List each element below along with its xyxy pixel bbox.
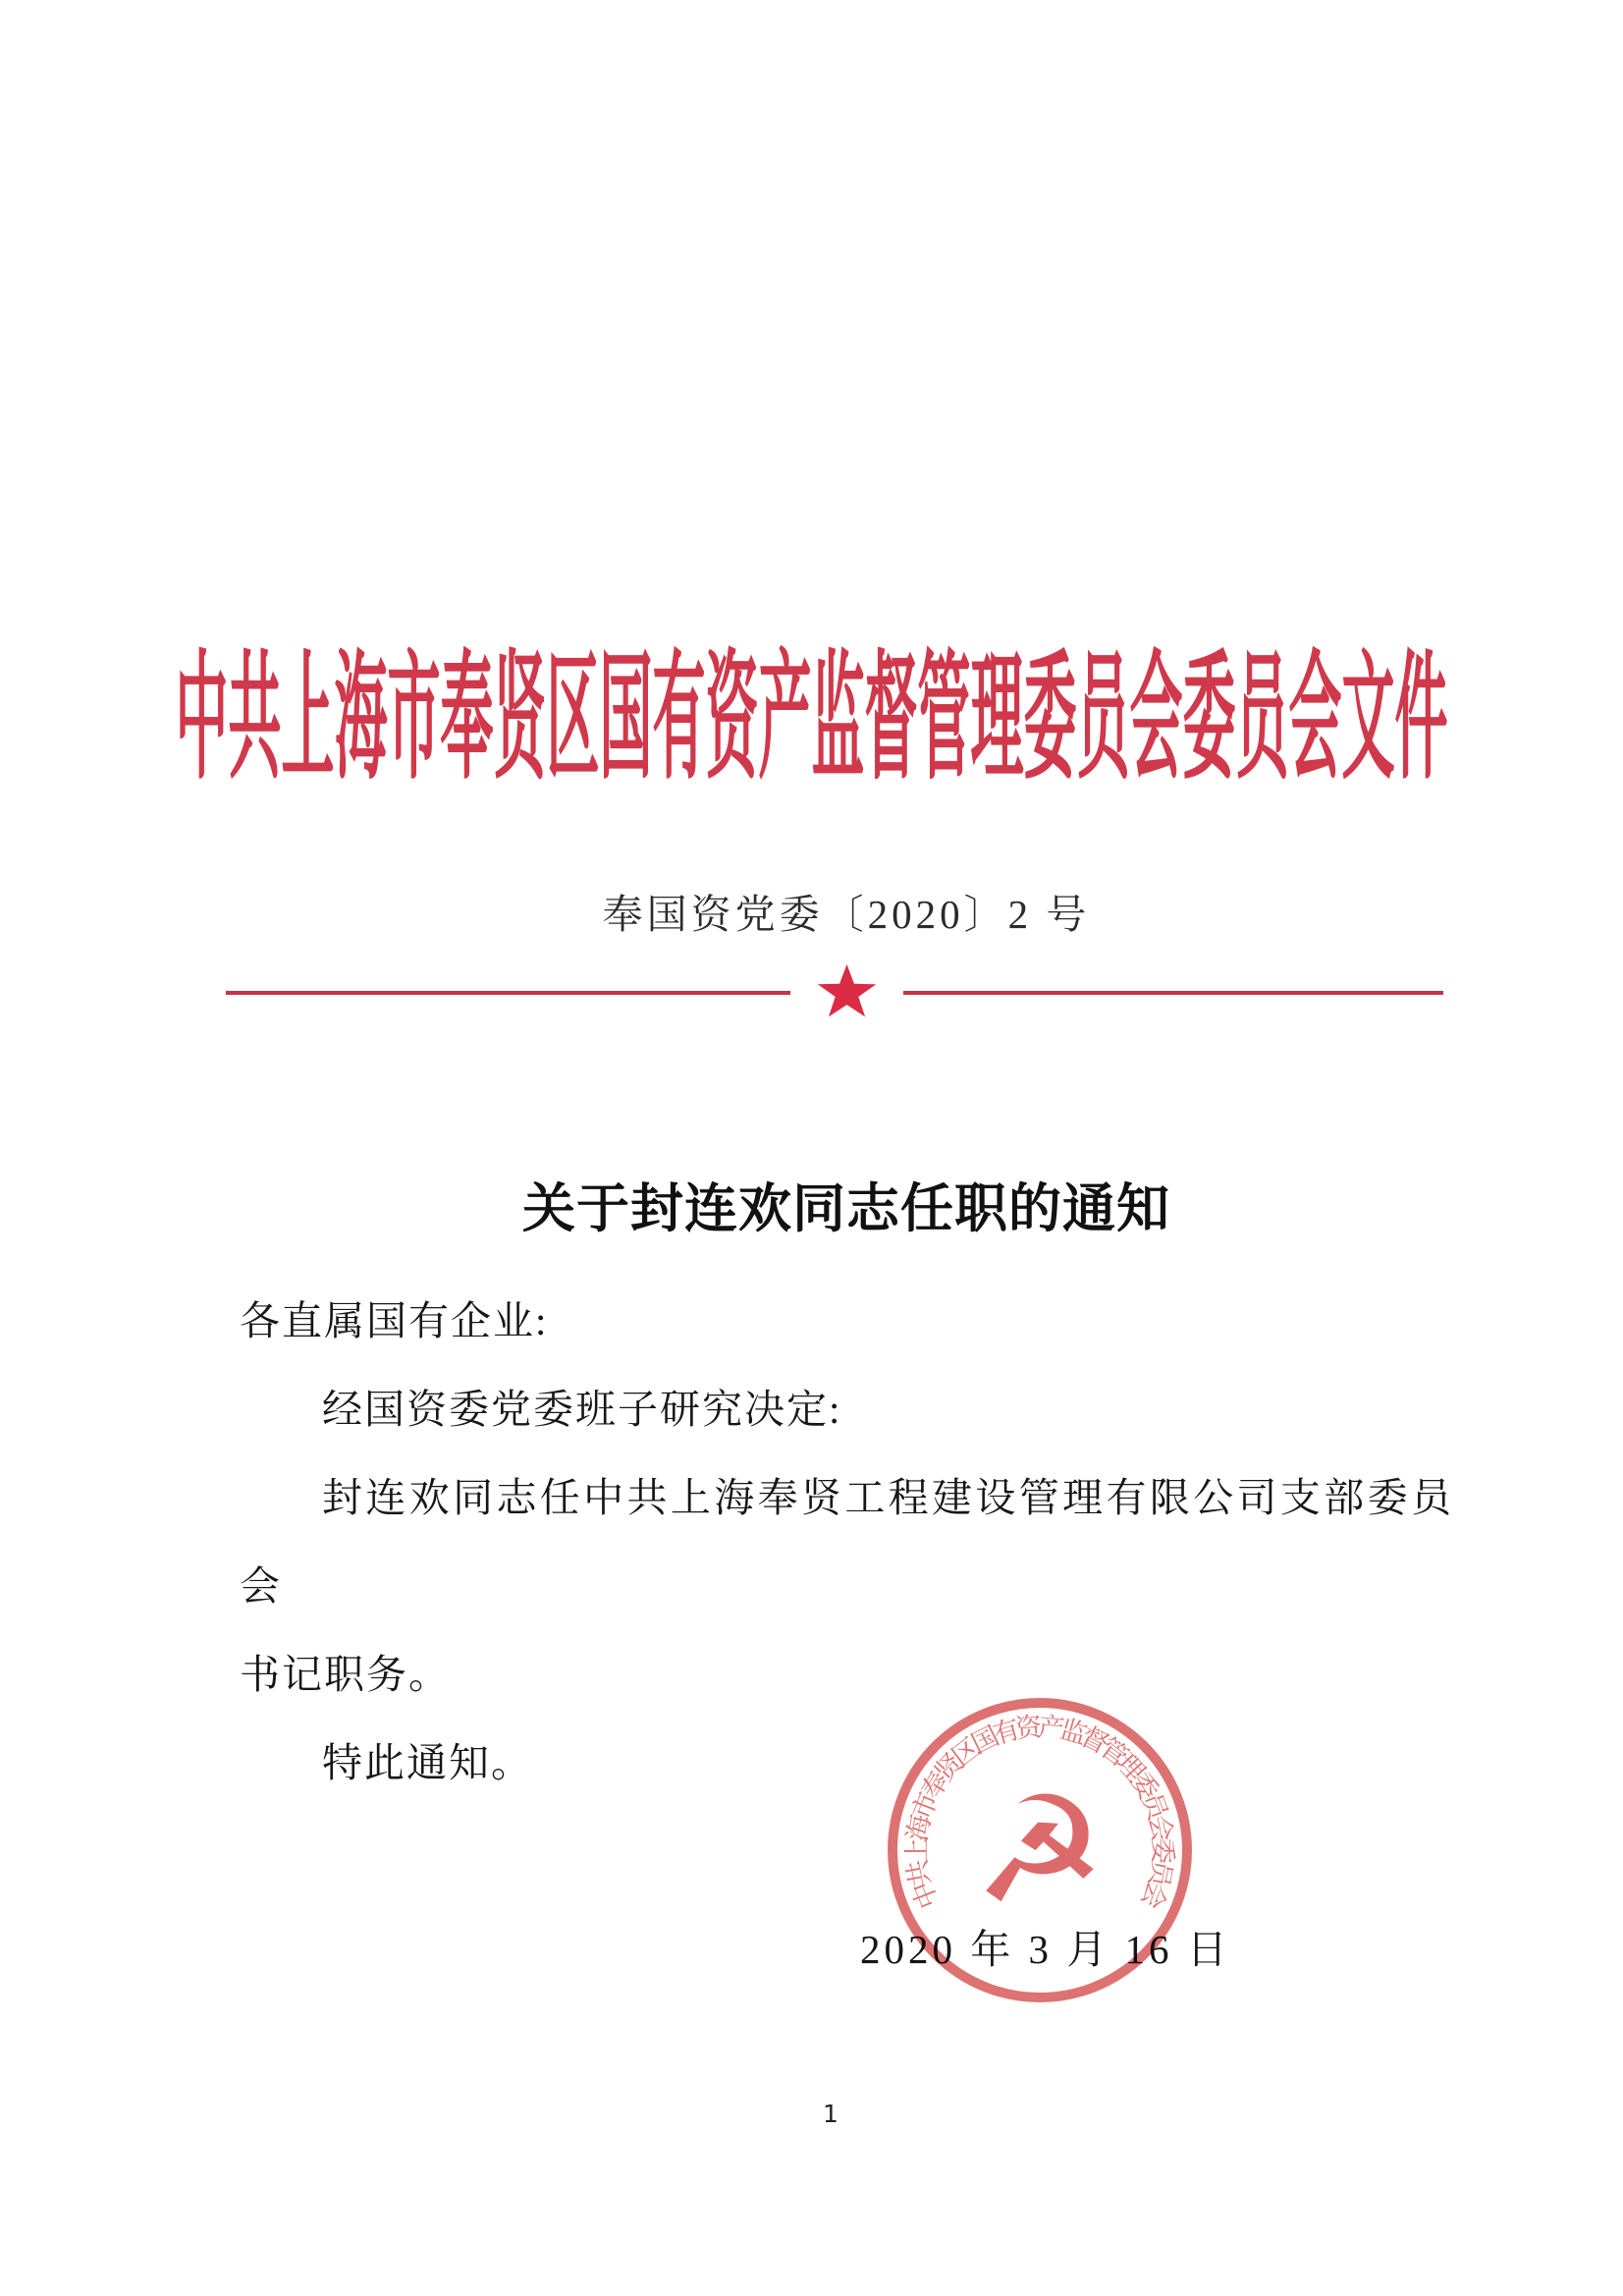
doc-number: 奉国资党委〔2020〕2 号 [602, 892, 1091, 937]
divider-line-left [226, 991, 790, 995]
body-line: 特此通知。 [322, 1740, 533, 1785]
notice-body [240, 1277, 1453, 1807]
divider-star-gap [790, 964, 903, 1021]
body-line: 经国资委党委班子研究决定: [322, 1387, 842, 1432]
hammer-sickle-icon: ☭ [973, 1766, 1107, 1937]
notice-title-row [240, 1167, 1453, 1242]
letterhead [0, 611, 1623, 803]
official-seal [883, 1693, 1197, 2007]
notice-title: 关于封连欢同志任职的通知 [522, 1179, 1170, 1238]
divider-line-right [903, 991, 1443, 995]
letterhead-org-title: 中共上海市奉贤区国有资产监督管理委员会委员会文件 [175, 641, 1448, 796]
page-number: 1 [823, 2100, 839, 2128]
salutation-line: 各直属国有企业: [240, 1298, 549, 1343]
seal-ring-text: 中共上海市奉贤区国有资产监督管理委员会委员会 [901, 1712, 1178, 1913]
doc-number-row [240, 882, 1453, 940]
star-icon [817, 964, 878, 1021]
issue-date: 2020 年 3 月 16 日 [860, 1927, 1231, 1972]
body-line: 封连欢同志任中共上海奉贤工程建设管理有限公司支部委员会 [240, 1475, 1453, 1609]
body-line: 书记职务。 [240, 1652, 451, 1697]
letterhead-divider [226, 964, 1443, 1021]
